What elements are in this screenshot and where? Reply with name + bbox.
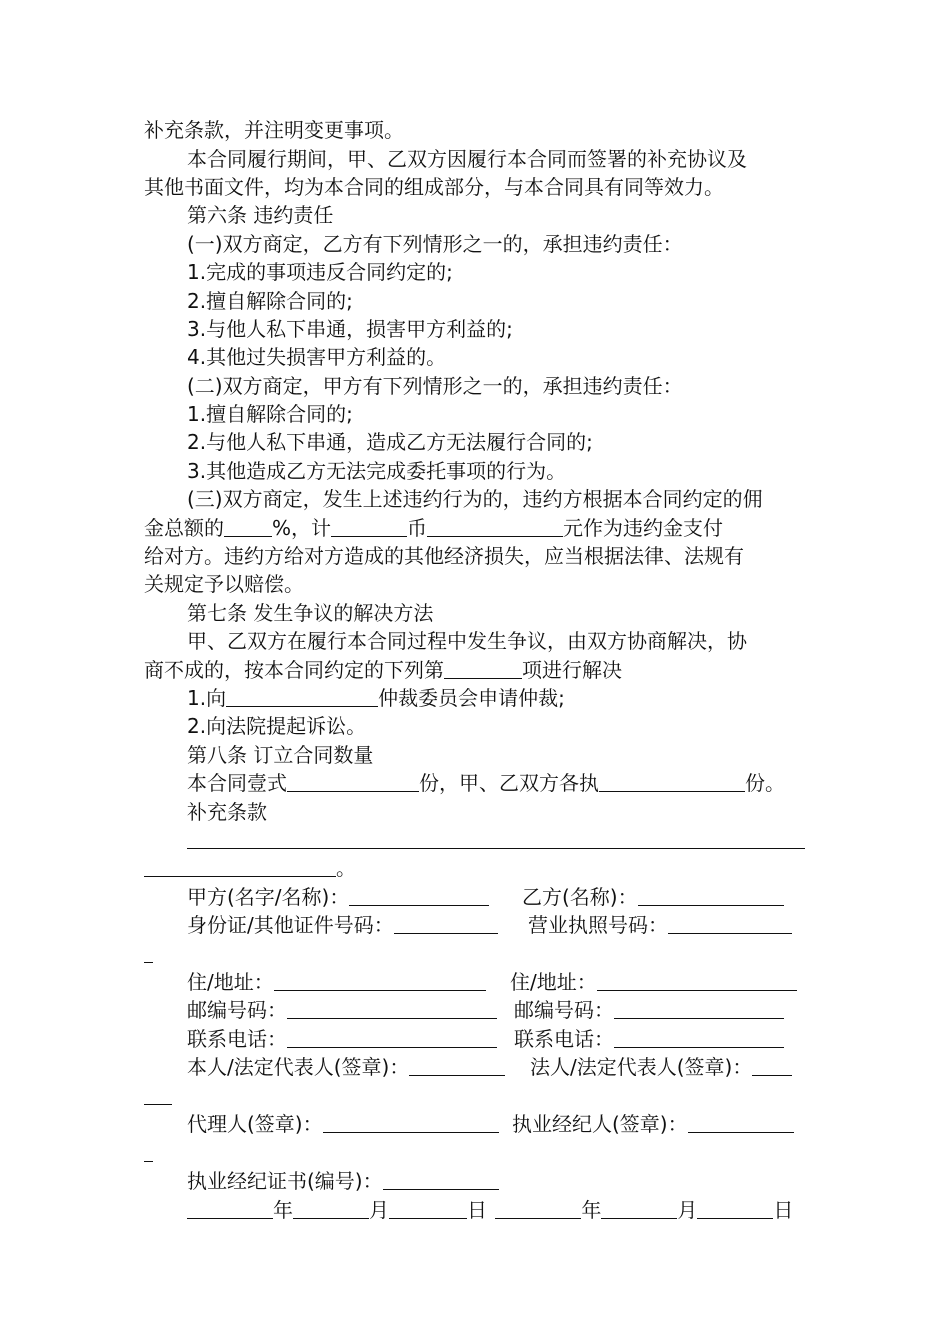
field-continuation bbox=[144, 962, 153, 963]
supplementary-heading: 补充条款 bbox=[187, 800, 267, 824]
copies-each-blank[interactable] bbox=[599, 771, 745, 792]
label: 住/地址： bbox=[510, 970, 597, 994]
signature-row bbox=[187, 883, 489, 911]
label: 执业经纪人(签章)： bbox=[512, 1112, 688, 1136]
text: 份。 bbox=[745, 771, 785, 795]
paragraph: 甲、乙双方在履行本合同过程中发生争议，由双方协商解决，协 bbox=[187, 629, 747, 653]
currency-amount-blank[interactable] bbox=[427, 516, 563, 537]
list-item: 3.与他人私下串通，损害甲方利益的; bbox=[187, 317, 513, 341]
party-a-representative-field[interactable] bbox=[409, 1055, 505, 1076]
signature-row bbox=[187, 911, 498, 939]
text: 商不成的，按本合同约定的下列第 bbox=[144, 658, 444, 682]
signature-row bbox=[187, 1053, 505, 1081]
text: 年 bbox=[273, 1198, 293, 1222]
text: 。 bbox=[336, 856, 356, 880]
supplementary-line bbox=[144, 854, 356, 882]
year-field-b[interactable] bbox=[495, 1198, 581, 1219]
signature-row bbox=[187, 1167, 499, 1195]
article-heading: 第八条 订立合同数量 bbox=[187, 743, 374, 767]
text: 币 bbox=[407, 516, 428, 540]
license-number-field[interactable] bbox=[668, 913, 792, 934]
day-field-b[interactable] bbox=[697, 1198, 773, 1219]
text: 日 bbox=[467, 1198, 487, 1222]
list-item: 2.向法院提起诉讼。 bbox=[187, 714, 367, 738]
list-item bbox=[187, 684, 565, 712]
party-b-name-field[interactable] bbox=[638, 885, 784, 906]
list-item: 3.其他造成乙方无法完成委托事项的行为。 bbox=[187, 459, 567, 483]
article-heading: 第七条 发生争议的解决方法 bbox=[187, 601, 434, 625]
signature-row bbox=[510, 968, 797, 996]
copies-blank[interactable] bbox=[287, 771, 419, 792]
arbitration-blank[interactable] bbox=[226, 686, 378, 707]
party-b-representative-field[interactable] bbox=[752, 1055, 792, 1076]
label: 代理人(签章)： bbox=[187, 1112, 323, 1136]
text: %，计 bbox=[272, 516, 332, 540]
field-continuation bbox=[144, 1161, 153, 1162]
day-field-a[interactable] bbox=[389, 1198, 467, 1219]
broker-certificate-field[interactable] bbox=[383, 1169, 499, 1190]
option-blank[interactable] bbox=[444, 658, 522, 679]
text: 项进行解决 bbox=[522, 658, 622, 682]
supplementary-line bbox=[187, 826, 805, 854]
list-item: 4.其他过失损害甲方利益的。 bbox=[187, 345, 447, 369]
party-a-address-field[interactable] bbox=[274, 970, 486, 991]
signature-row bbox=[528, 911, 792, 939]
agent-signature-field[interactable] bbox=[323, 1112, 499, 1133]
list-item: 2.擅自解除合同的; bbox=[187, 289, 353, 313]
list-item: 2.与他人私下串通，造成乙方无法履行合同的; bbox=[187, 430, 593, 454]
signature-row bbox=[512, 1110, 794, 1138]
signature-row bbox=[187, 968, 486, 996]
signature-row bbox=[514, 1025, 784, 1053]
paragraph: 本合同履行期间，甲、乙双方因履行本合同而签署的补充协议及 bbox=[187, 147, 747, 171]
text: 仲裁委员会申请仲裁; bbox=[378, 686, 565, 710]
list-item: 1.完成的事项违反合同约定的; bbox=[187, 260, 453, 284]
clause: (三)双方商定，发生上述违约行为的，违约方根据本合同约定的佣 bbox=[187, 487, 763, 511]
id-number-field[interactable] bbox=[394, 913, 498, 934]
label: 甲方(名字/名称)： bbox=[187, 885, 350, 909]
label: 邮编号码： bbox=[187, 998, 287, 1022]
party-b-phone-field[interactable] bbox=[614, 1027, 784, 1048]
paragraph: 其他书面文件，均为本合同的组成部分，与本合同具有同等效力。 bbox=[144, 175, 724, 199]
signature-row bbox=[530, 1053, 792, 1081]
label: 本人/法定代表人(签章)： bbox=[187, 1055, 410, 1079]
party-a-postcode-field[interactable] bbox=[287, 998, 497, 1019]
clause-line bbox=[187, 769, 785, 797]
party-a-phone-field[interactable] bbox=[287, 1027, 497, 1048]
signature-row bbox=[522, 883, 784, 911]
month-field-b[interactable] bbox=[601, 1198, 677, 1219]
paragraph: 关规定予以赔偿。 bbox=[144, 572, 304, 596]
text: 金总额的 bbox=[144, 516, 224, 540]
text: 1.向 bbox=[187, 686, 227, 710]
party-b-postcode-field[interactable] bbox=[614, 998, 784, 1019]
label: 联系电话： bbox=[514, 1027, 614, 1051]
text: 月 bbox=[369, 1198, 389, 1222]
label: 乙方(名称)： bbox=[522, 885, 638, 909]
clause: (二)双方商定，甲方有下列情形之一的，承担违约责任： bbox=[187, 374, 683, 398]
label: 住/地址： bbox=[187, 970, 274, 994]
supplementary-blank[interactable] bbox=[187, 828, 805, 849]
label: 法人/法定代表人(签章)： bbox=[530, 1055, 753, 1079]
label: 邮编号码： bbox=[514, 998, 614, 1022]
clause-line bbox=[144, 656, 622, 684]
text: 元作为违约金支付 bbox=[563, 516, 724, 540]
text: 年 bbox=[581, 1198, 602, 1222]
signature-row bbox=[187, 1025, 497, 1053]
clause-line bbox=[144, 514, 723, 542]
text: 本合同壹式 bbox=[187, 771, 287, 795]
percent-blank[interactable] bbox=[224, 516, 272, 537]
amount-blank[interactable] bbox=[331, 516, 407, 537]
year-field-a[interactable] bbox=[187, 1198, 273, 1219]
signature-row bbox=[514, 996, 784, 1024]
paragraph: 给对方。违约方给对方造成的其他经济损失，应当根据法律、法规有 bbox=[144, 544, 744, 568]
field-continuation bbox=[144, 1104, 172, 1105]
text: 日 bbox=[773, 1198, 794, 1222]
clause: (一)双方商定，乙方有下列情形之一的，承担违约责任： bbox=[187, 232, 683, 256]
party-a-name-field[interactable] bbox=[349, 885, 489, 906]
label: 执业经纪证书(编号)： bbox=[187, 1169, 383, 1193]
signature-row bbox=[187, 996, 497, 1024]
article-heading: 第六条 违约责任 bbox=[187, 203, 334, 227]
text: 份，甲、乙双方各执 bbox=[419, 771, 599, 795]
text: 月 bbox=[677, 1198, 698, 1222]
party-b-address-field[interactable] bbox=[597, 970, 797, 991]
signature-row bbox=[187, 1110, 499, 1138]
broker-signature-field[interactable] bbox=[688, 1112, 794, 1133]
label: 联系电话： bbox=[187, 1027, 287, 1051]
date-row bbox=[187, 1196, 793, 1224]
label: 身份证/其他证件号码： bbox=[187, 913, 394, 937]
label: 营业执照号码： bbox=[528, 913, 668, 937]
supplementary-blank[interactable] bbox=[144, 856, 336, 877]
month-field-a[interactable] bbox=[293, 1198, 369, 1219]
list-item: 1.擅自解除合同的; bbox=[187, 402, 353, 426]
paragraph: 补充条款，并注明变更事项。 bbox=[144, 118, 404, 142]
